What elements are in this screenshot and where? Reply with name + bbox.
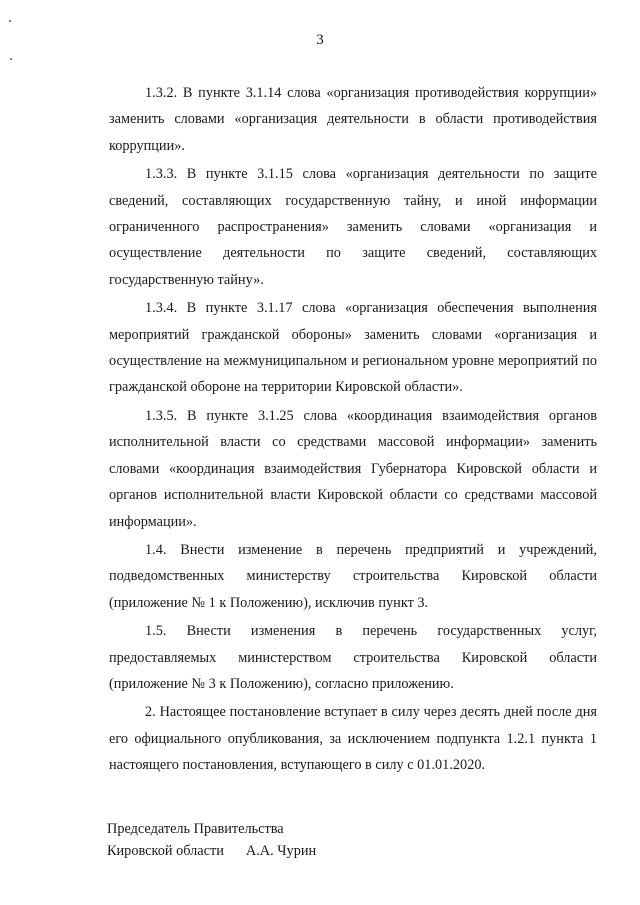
scan-speck (9, 20, 11, 22)
signature-block (107, 818, 316, 862)
document-body (109, 80, 597, 779)
paragraph-1-3-2: 1.3.2. В пункте 3.1.14 слова «организация противодействия коррупции» заменить словами «организация деятельности в области противодействия коррупции». (109, 85, 597, 154)
signature-name: А.А. Чурин (245, 843, 317, 859)
paragraph-1-3-4: 1.3.4. В пункте 3.1.17 слова «организация обеспечения выполнения мероприятий гражданской обороны» заменить словами «организация и осуществление на межмуниципальном и региональном уровне мероприятий по гражданской обороне на территории Кировской области». (109, 300, 597, 396)
signature-line-2 (107, 840, 316, 862)
paragraph-1-3-5: 1.3.5. В пункте 3.1.25 слова «координация взаимодействия органов исполнительной власти со средствами массовой информации» заменить словами «координация взаимодействия Губернатора Кировской области и органов исполнительной власти Кировской области со средствами массовой информации». (109, 407, 597, 530)
scan-speck (10, 58, 12, 60)
paragraph-1-4: 1.4. Внести изменение в перечень предприятий и учреждений, подведомственных министерству строительства Кировской области (приложение № 1 к Положению), исключив пункт 3. (109, 541, 597, 611)
signature-position: Председатель Правительства (107, 821, 284, 837)
signature-region: Кировской области (107, 843, 224, 859)
paragraph-2: 2. Настоящее постановление вступает в силу через десять дней после дня его официального опубликования, за исключением подпункта 1.2.1 пункта 1 настоящего постановления, вступающего в силу с 01.01.2020. (109, 704, 597, 774)
paragraph-1-3-3: 1.3.3. В пункте 3.1.15 слова «организация деятельности по защите сведений, составляющих государственную тайну, и иной информации ограниченного распространения» заменить словами «организация и осуществление деятельности по защите сведений, составляющих государственную тайну». (109, 166, 597, 288)
paragraph-1-5: 1.5. Внести изменения в перечень государственных услуг, предоставляемых министерством строительства Кировской области (приложение № 3 к Положению), согласно приложению. (109, 623, 597, 692)
page-number: 3 (316, 32, 324, 48)
